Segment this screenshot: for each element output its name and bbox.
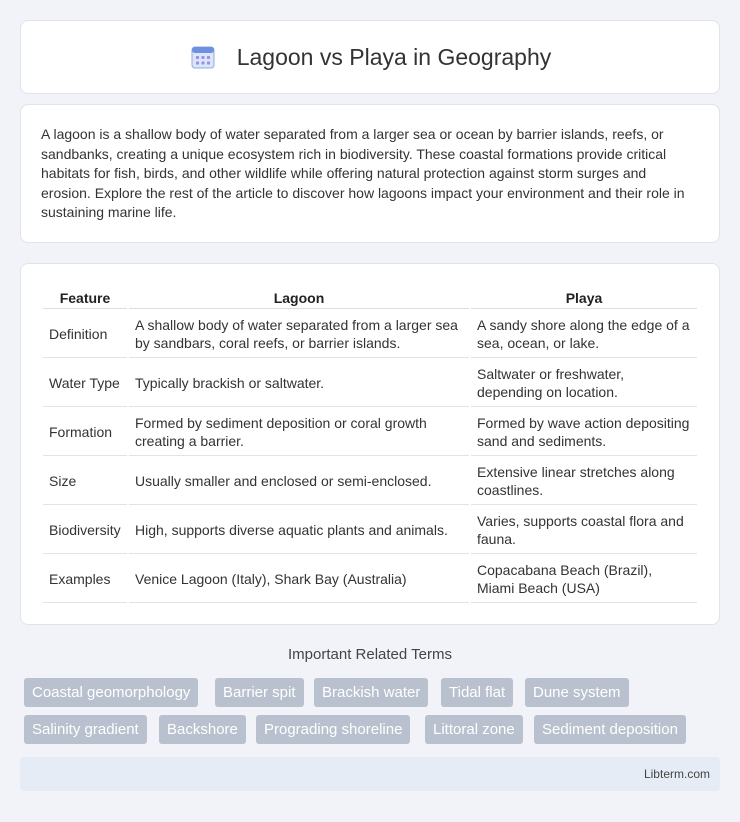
cell-lagoon: Usually smaller and enclosed or semi-enclosed.: [129, 458, 469, 505]
table-row: [43, 409, 697, 456]
cell-lagoon: High, supports diverse aquatic plants and animals.: [129, 507, 469, 554]
related-term-tag[interactable]: Salinity gradient: [24, 715, 147, 744]
related-terms-title: Important Related Terms: [288, 646, 452, 663]
intro-card: [20, 104, 720, 243]
cell-playa: A sandy shore along the edge of a sea, ocean, or lake.: [471, 311, 697, 358]
table-row: [43, 311, 697, 358]
table-row: [43, 458, 697, 505]
cell-feature: Water Type: [43, 360, 127, 407]
related-term-tag[interactable]: Littoral zone: [425, 715, 523, 744]
related-term-tag[interactable]: Coastal geomorphology: [24, 678, 198, 707]
footer-site-link[interactable]: Libterm.com: [643, 767, 710, 781]
related-term-tag[interactable]: Dune system: [525, 678, 629, 707]
related-term-tag[interactable]: Sediment deposition: [534, 715, 686, 744]
intro-text: A lagoon is a shallow body of water separated from a larger sea or ocean by barrier islands, reefs, or sandbanks, creating a unique ecosystem rich in biodiversity. These coastal formations provide critical habitats for fish, birds, and other wildlife while offering natural protection against storm surges and erosion. Explore the rest of the article to discover how lagoons impact your environment and their role in sustaining marine life.: [41, 126, 685, 220]
table-header-row: [43, 288, 697, 309]
header-playa: Playa: [471, 288, 697, 309]
related-term-tag[interactable]: Barrier spit: [215, 678, 304, 707]
cell-playa: Saltwater or freshwater, depending on location.: [471, 360, 697, 407]
header-lagoon: Lagoon: [129, 288, 469, 309]
calendar-grid-icon: [189, 43, 217, 71]
cell-lagoon: A shallow body of water separated from a larger sea by sandbars, coral reefs, or barrier islands.: [129, 311, 469, 358]
cell-feature: Size: [43, 458, 127, 505]
cell-feature: Biodiversity: [43, 507, 127, 554]
comparison-table: [41, 286, 699, 605]
cell-playa: Formed by wave action depositing sand and sediments.: [471, 409, 697, 456]
cell-feature: Definition: [43, 311, 127, 358]
cell-playa: Copacabana Beach (Brazil), Miami Beach (USA): [471, 556, 697, 603]
cell-lagoon: Formed by sediment deposition or coral growth creating a barrier.: [129, 409, 469, 456]
footer: [20, 757, 720, 791]
table-row: [43, 556, 697, 603]
related-term-tag[interactable]: Prograding shoreline: [256, 715, 410, 744]
page-title: Lagoon vs Playa in Geography: [236, 43, 552, 70]
header-feature: Feature: [43, 288, 127, 309]
cell-lagoon: Typically brackish or saltwater.: [129, 360, 469, 407]
related-term-tag[interactable]: Tidal flat: [441, 678, 513, 707]
cell-playa: Varies, supports coastal flora and fauna.: [471, 507, 697, 554]
cell-playa: Extensive linear stretches along coastlines.: [471, 458, 697, 505]
cell-lagoon: Venice Lagoon (Italy), Shark Bay (Australia): [129, 556, 469, 603]
cell-feature: Formation: [43, 409, 127, 456]
related-term-tag[interactable]: Backshore: [159, 715, 246, 744]
related-term-tag[interactable]: Brackish water: [314, 678, 428, 707]
cell-feature: Examples: [43, 556, 127, 603]
table-row: [43, 360, 697, 407]
comparison-table-card: [20, 263, 720, 625]
table-row: [43, 507, 697, 554]
header-card: [20, 20, 720, 94]
